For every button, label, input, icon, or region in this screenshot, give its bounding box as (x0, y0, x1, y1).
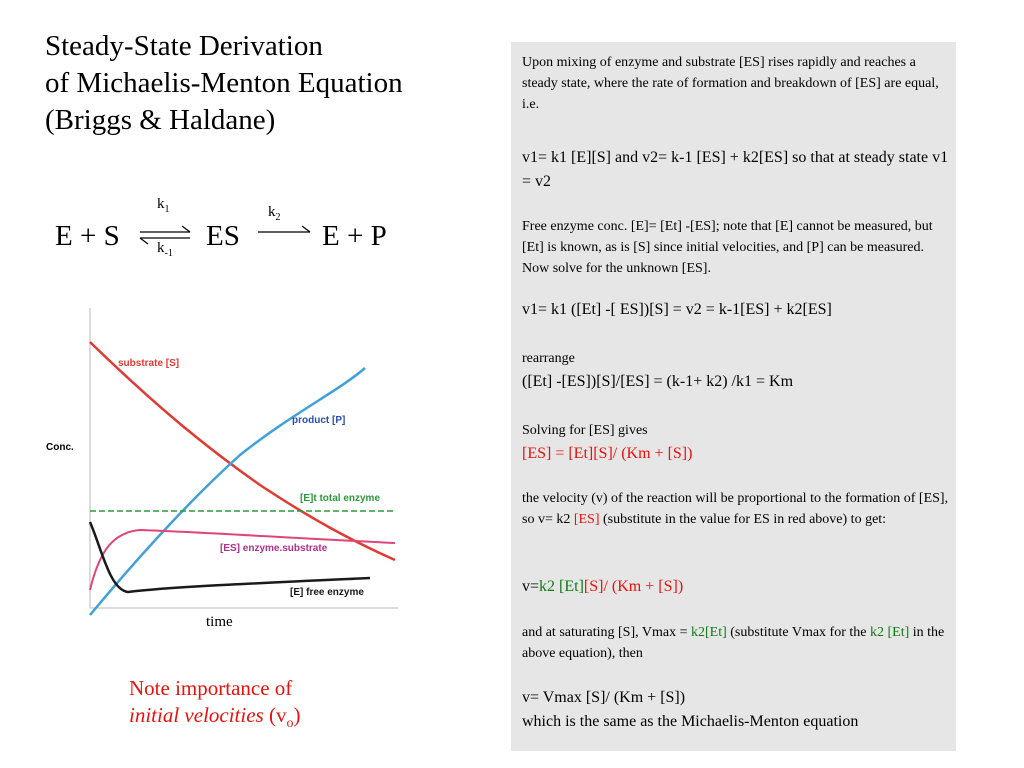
paragraph-free-enzyme: Free enzyme conc. [E]= [Et] -[ES]; note that [E] cannot be measured, but [Et] is known, as is [S] since initial velocities, and [P] can be measured. Now solve for the unknown [ES]. (522, 219, 933, 276)
products: E + P (322, 220, 387, 252)
es-label: [ES] enzyme.substrate (220, 543, 328, 554)
title-line-2: of Michaelis-Menton Equation (45, 67, 403, 99)
equilibrium-arrows (0, 190, 480, 280)
equation-v1-v2: v1= k1 ([Et] -[ ES])[S] = v2 = k-1[ES] + k2[ES] (522, 301, 832, 318)
reaction-scheme (0, 190, 480, 280)
product-curve (90, 368, 365, 615)
rate-k1: $k_1$ (157, 196, 170, 215)
concentration-chart (40, 300, 400, 640)
substrate-label: substrate [S] (118, 358, 180, 369)
complex: ES (206, 220, 240, 252)
rate-k2: $k_2$ (268, 204, 281, 223)
equation-michaelis-menten: v= Vmax [S]/ (Km + [S]) (522, 689, 686, 706)
paragraph-rates: v1= k1 [E][S] and v2= k-1 [ES] + k2[ES] so that at steady state v1 = v2 (522, 149, 949, 190)
derivation-panel (511, 42, 956, 751)
title-line-1: Steady-State Derivation (45, 30, 323, 62)
substrate-curve (90, 342, 395, 560)
equation-km: ([Et] -[ES])[S]/[ES] = (k-1+ k2) /k1 = Km (522, 373, 794, 390)
total-enzyme-label: [E]t total enzyme (300, 493, 381, 504)
paragraph-conclusion: which is the same as the Michaelis-Menton equation (522, 713, 859, 730)
equation-es: [ES] = [Et][S]/ (Km + [S]) (522, 445, 693, 462)
free-enzyme-curve (90, 522, 370, 592)
product-label: product [P] (292, 415, 346, 426)
paragraph-velocity: the velocity (v) of the reaction will be proportional to the formation of [ES], so v= k2 [ES] (substitute in the value for ES in red above) to get: (522, 491, 949, 527)
free-enzyme-label: [E] free enzyme (290, 587, 364, 598)
title-line-3: (Briggs & Haldane) (45, 104, 276, 136)
slide-title (45, 28, 403, 139)
y-axis-label: Conc. (46, 442, 74, 453)
paragraph-rearrange: rearrange (522, 351, 575, 366)
x-axis-label: time (206, 614, 233, 630)
paragraph-steady-state: Upon mixing of enzyme and substrate [ES] rises rapidly and reaches a steady state, where the rate of formation and breakdown of [ES] are equal, i.e. (522, 55, 939, 112)
reactants: E + S (55, 220, 120, 252)
equation-velocity: v=k2 [Et][S]/ (Km + [S]) (522, 578, 684, 595)
paragraph-solving: Solving for [ES] gives (522, 423, 648, 438)
paragraph-saturating: and at saturating [S], Vmax = k2[Et] (substitute Vmax for the k2 [Et] in the above equation), then (522, 625, 945, 661)
note-text: Note importance of initial velocities $(v_o)$ (129, 676, 301, 732)
rate-k-1: $k_{-1}$ (157, 240, 173, 259)
